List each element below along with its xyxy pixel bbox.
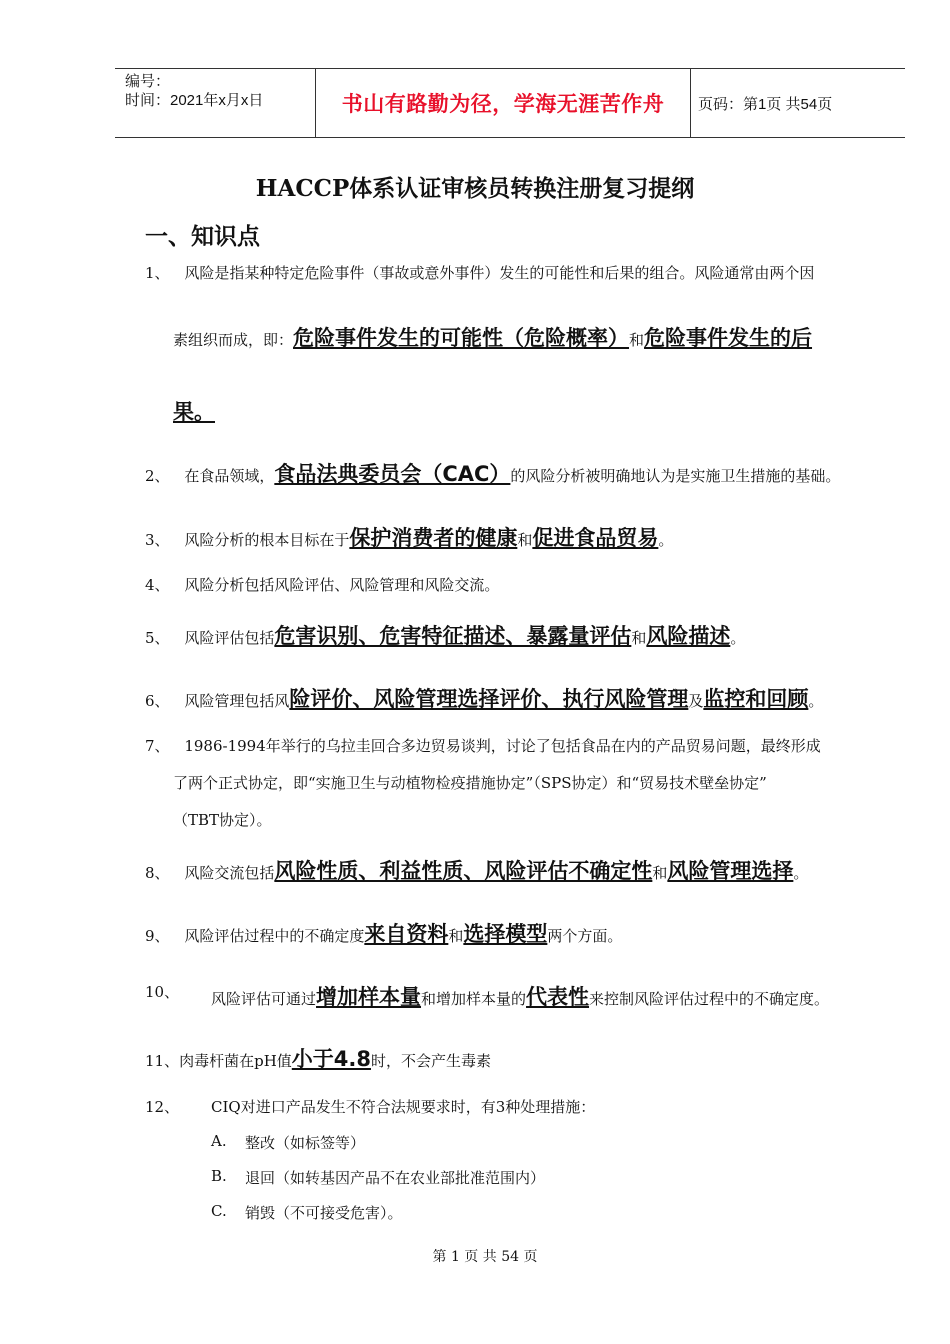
item-number: 10、: [145, 983, 180, 1001]
emphasis-text: 食品法典委员会（CAC）: [274, 462, 511, 486]
list-item-1-line-1: [145, 262, 814, 283]
page-header: [115, 68, 905, 138]
document-time-label: 时间：2021年x月x日: [125, 92, 264, 109]
list-item-11: [145, 1043, 491, 1073]
list-item-7-line-3: （TBT协定）。: [173, 811, 272, 829]
sub-item-text: 退回（如转基因产品不在农业部批准范围内）: [245, 1169, 546, 1187]
item-text: 肉毒杆菌在pH值: [179, 1052, 292, 1070]
item-number: 7、: [145, 737, 170, 755]
header-motto: 书山有路勤为径，学海无涯苦作舟: [315, 69, 691, 137]
sub-item-text: 整改（如标签等）: [245, 1134, 366, 1152]
item-number: 9、: [145, 927, 170, 945]
list-item-7-line-2: 了两个正式协定，即“实施卫生与动植物检疫措施协定”（SPS协定）和“贸易技术壁垒协定”: [173, 774, 767, 792]
item-text: 的风险分析被明确地认为是实施卫生措施的基础。: [510, 467, 841, 485]
list-item-10-body: [211, 981, 829, 1011]
list-item-3: [145, 522, 673, 552]
emphasis-text: 代表性: [526, 985, 590, 1009]
item-text: 在食品领域，: [184, 467, 275, 485]
sub-item-label: A.: [211, 1132, 227, 1150]
emphasis-text: 果。: [173, 400, 215, 424]
item-number: 1、: [145, 264, 170, 282]
header-page-info: 页码：第1页 共54页: [698, 95, 833, 113]
item-text: 和: [448, 927, 464, 945]
emphasis-text: 增加样本量: [316, 985, 422, 1009]
list-item-5: [145, 620, 745, 650]
sub-item-c: [211, 1202, 403, 1222]
item-number: 6、: [145, 692, 170, 710]
item-number: 3、: [145, 531, 170, 549]
list-item-7-line-1: [145, 735, 821, 756]
list-item-8: [145, 855, 808, 885]
item-number: 12、: [145, 1098, 180, 1116]
emphasis-text: 监控和回顾: [703, 687, 809, 711]
item-text: 风险是指某种特定危险事件（事故或意外事件）发生的可能性和后果的组合。风险通常由两个因: [184, 264, 815, 282]
emphasis-text: 危害识别、危害特征描述、暴露量评估: [274, 624, 632, 648]
item-number: 5、: [145, 629, 170, 647]
item-text: 和: [517, 531, 533, 549]
emphasis-text: 危险事件发生的后: [644, 326, 813, 350]
section-heading: 一、知识点: [145, 223, 260, 250]
emphasis-text: 促进食品贸易: [532, 526, 659, 550]
list-item-2: [145, 458, 840, 488]
item-text: 风险评估过程中的不确定度: [184, 927, 365, 945]
emphasis-text: 风险性质、利益性质、风险评估不确定性: [274, 859, 653, 883]
item-text: 1986-1994年举行的乌拉圭回合多边贸易谈判，讨论了包括食品在内的产品贸易问题，最终形成: [184, 737, 821, 755]
item-text: 及: [688, 692, 704, 710]
emphasis-text: 保护消费者的健康: [349, 526, 518, 550]
emphasis-text: 风险描述: [646, 624, 731, 648]
sub-item-label: C.: [211, 1202, 227, 1220]
item-text: 两个方面。: [547, 927, 623, 945]
item-number: 2、: [145, 467, 170, 485]
emphasis-text: 险评价、风险管理选择评价、执行风险管理: [289, 687, 689, 711]
page-footer: 第 1 页 共 54 页: [432, 1249, 538, 1265]
item-text: 和增加样本量的: [421, 990, 527, 1008]
document-number-label: 编号：: [125, 73, 171, 90]
emphasis-text: 危险事件发生的可能性（危险概率）: [293, 326, 630, 350]
item-text: 风险分析包括风险评估、风险管理和风险交流。: [184, 576, 500, 594]
emphasis-text: 风险管理选择: [667, 859, 794, 883]
item-text: 和: [631, 629, 647, 647]
item-text: 时，不会产生毒素: [370, 1052, 491, 1070]
item-number: 11、: [145, 1052, 180, 1070]
list-item-6: [145, 683, 823, 713]
list-item-10: [145, 981, 830, 1009]
header-left-cell: [115, 69, 315, 137]
list-item-1-line-3: [173, 396, 215, 426]
document-title: HACCP体系认证审核员转换注册复习提纲: [255, 175, 695, 202]
list-item-12: [145, 1096, 596, 1117]
item-text: 素组织而成，即：: [173, 331, 294, 349]
list-item-4: [145, 574, 499, 595]
emphasis-text: 来自资料: [364, 922, 449, 946]
emphasis-text: 小于4.8: [291, 1047, 371, 1071]
item-text: 来控制风险评估过程中的不确定度。: [589, 990, 830, 1008]
item-number: 8、: [145, 864, 170, 882]
item-text: 风险评估包括: [184, 629, 275, 647]
sub-item-label: B.: [211, 1167, 227, 1185]
item-text: 和: [652, 864, 668, 882]
list-item-1-line-2: [173, 322, 812, 352]
item-text: 。: [658, 531, 674, 549]
item-text: 风险管理包括风: [184, 692, 290, 710]
sub-item-a: [211, 1132, 366, 1152]
item-text: CIQ对进口产品发生不符合法规要求时，有3种处理措施：: [211, 1098, 596, 1116]
item-text: 风险评估可通过: [211, 990, 317, 1008]
sub-item-text: 销毁（不可接受危害）。: [245, 1204, 403, 1222]
item-text: 。: [808, 692, 824, 710]
list-item-9: [145, 918, 622, 948]
item-text: 和: [629, 331, 645, 349]
item-text: 风险交流包括: [184, 864, 275, 882]
item-text: 。: [730, 629, 746, 647]
item-text: 风险分析的根本目标在于: [184, 531, 350, 549]
item-text: 。: [793, 864, 809, 882]
item-number: 4、: [145, 576, 170, 594]
sub-item-b: [211, 1167, 546, 1187]
emphasis-text: 选择模型: [463, 922, 548, 946]
